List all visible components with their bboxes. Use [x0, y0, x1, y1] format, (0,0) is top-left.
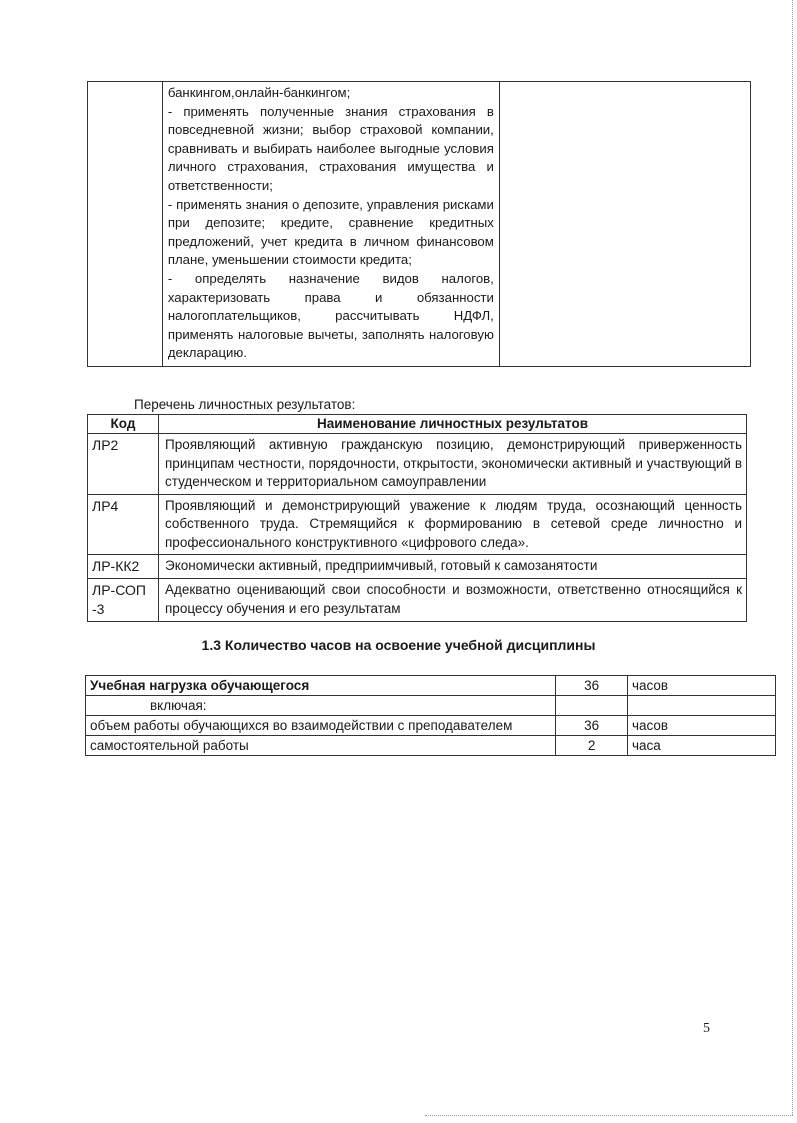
- page-edge-right: [792, 0, 793, 1115]
- page-edge-bottom: [425, 1115, 793, 1116]
- hours-unit: [627, 696, 775, 716]
- hours-value: [556, 696, 628, 716]
- hours-value: 36: [556, 716, 628, 736]
- hours-label: включая:: [86, 696, 556, 716]
- result-text: Проявляющий и демонстрирующий уважение к людям труда, осознающий ценность собственного труда. Стремящийся к формированию в сетевой среде личностно и профессионального конструктивного «цифрового следа».: [159, 494, 747, 555]
- hours-table: [85, 675, 776, 756]
- hours-value: 36: [556, 676, 628, 696]
- table-row: [88, 434, 747, 495]
- table-row: [88, 494, 747, 555]
- hours-label: объем работы обучающихся во взаимодействии с преподавателем: [86, 716, 556, 736]
- table-row: [86, 696, 776, 716]
- hours-label: Учебная нагрузка обучающегося: [86, 676, 556, 696]
- personal-results-caption: Перечень личностных результатов:: [134, 397, 356, 412]
- hours-value: 2: [556, 736, 628, 756]
- table-row: [86, 736, 776, 756]
- page-number: 5: [703, 1021, 710, 1036]
- result-code: ЛР4: [88, 494, 159, 555]
- skill-line: банкингом,онлайн-банкингом;: [167, 85, 351, 100]
- personal-results-table: [87, 414, 747, 622]
- header-code: Код: [88, 415, 159, 434]
- result-text: Экономически активный, предприимчивый, готовый к самозанятости: [159, 555, 747, 579]
- hours-label: самостоятельной работы: [86, 736, 556, 756]
- empty-cell: [499, 82, 750, 367]
- skill-line: - определять назначение видов налогов, характеризовать права и обязанности налогоплательщиков, рассчитывать НДФЛ, применять налоговые вычеты, заполнять налоговую декларацию.: [167, 270, 494, 361]
- hours-unit: часа: [627, 736, 775, 756]
- hours-unit: часов: [627, 676, 775, 696]
- empty-cell: [88, 82, 163, 367]
- result-text: Проявляющий активную гражданскую позицию, демонстрирующий приверженность принципам честности, порядочности, открытости, экономически активный и участвующий в студенческом и территориальном самоуправлении: [159, 434, 747, 495]
- table-header-row: [88, 415, 747, 434]
- table-row: [88, 82, 751, 367]
- skill-line: - применять полученные знания страхования в повседневной жизни; выбор страховой компании, сравнивать и выбирать наиболее выгодные условия личного страхования, страхования имущества и ответственности;: [167, 103, 494, 193]
- table-row: [86, 716, 776, 736]
- skills-cell: [162, 82, 499, 367]
- skill-line: - применять знания о депозите, управления рисками при депозите; кредите, сравнение кредитных предложений, учет кредита в личном финансовом плане, уменьшении стоимости кредита;: [167, 196, 494, 268]
- hours-unit: часов: [627, 716, 775, 736]
- result-text: Адекватно оценивающий свои способности и возможности, ответственно относящийся к процессу обучения и его результатам: [159, 579, 747, 622]
- result-code: ЛР2: [88, 434, 159, 495]
- section-title: 1.3 Количество часов на освоение учебной дисциплины: [201, 637, 596, 653]
- result-code: ЛР-КК2: [88, 555, 159, 579]
- table-row: [86, 676, 776, 696]
- header-name: Наименование личностных результатов: [159, 415, 747, 434]
- table-row: [88, 579, 747, 622]
- skills-continuation-table: [87, 81, 751, 367]
- table-row: [88, 555, 747, 579]
- result-code: ЛР-СОП -3: [88, 579, 159, 622]
